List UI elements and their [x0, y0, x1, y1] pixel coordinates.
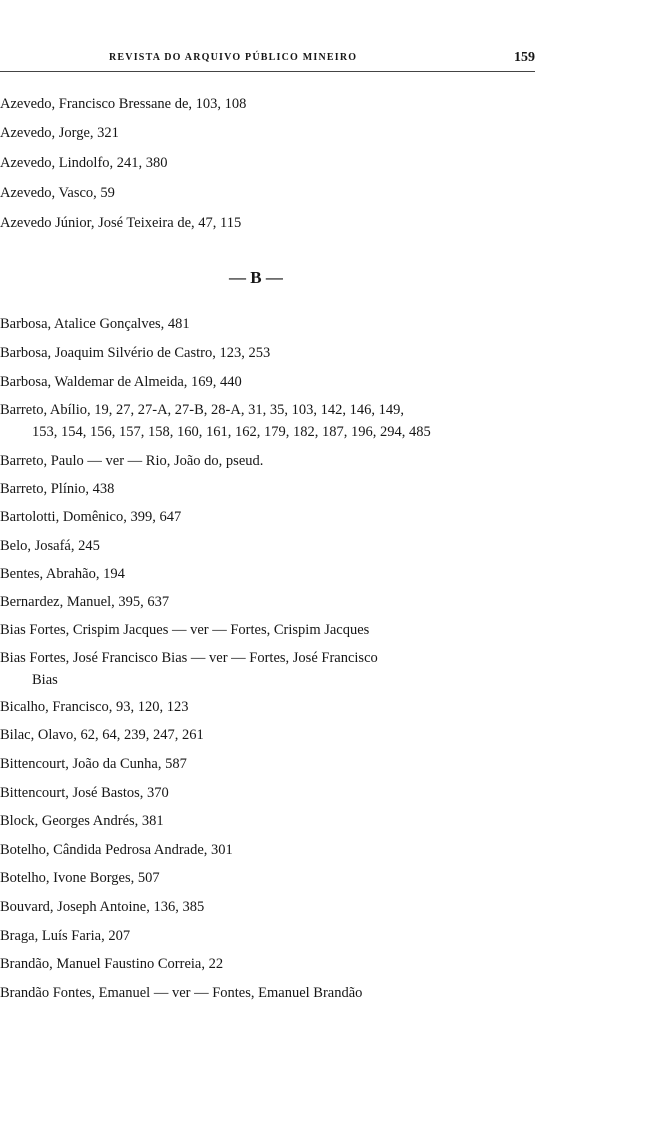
entry-text: Azevedo, Jorge, 321	[0, 125, 119, 141]
entry-text: Barreto, Abílio, 19, 27, 27-A, 27-B, 28-A, 31, 35, 103, 142, 146, 149,	[0, 402, 404, 418]
index-entry	[0, 839, 620, 861]
entry-text: Bias Fortes, Crispim Jacques — ver — Fortes, Crispim Jacques	[0, 622, 370, 638]
index-entry	[0, 810, 620, 832]
section-letter: — B —	[229, 268, 283, 287]
entry-text: Barreto, Paulo — ver — Rio, João do, pseud.	[0, 453, 264, 469]
index-entry	[0, 313, 620, 335]
index-entry	[0, 753, 620, 775]
entry-text: Botelho, Ivone Borges, 507	[0, 870, 160, 886]
entry-text: Bouvard, Joseph Antoine, 136, 385	[0, 899, 205, 915]
index-entry	[0, 925, 620, 947]
entry-text: Brandão, Manuel Faustino Correia, 22	[0, 956, 224, 972]
header-rule	[0, 71, 535, 72]
entry-text: Barbosa, Waldemar de Almeida, 169, 440	[0, 374, 242, 390]
index-entry	[0, 896, 620, 918]
index-entry	[0, 478, 620, 500]
entry-text: Azevedo, Lindolfo, 241, 380	[0, 155, 168, 171]
entry-text: Bilac, Olavo, 62, 64, 239, 247, 261	[0, 727, 204, 743]
index-entry	[0, 563, 620, 585]
page-number: 159	[514, 50, 535, 65]
entry-text: Braga, Luís Faria, 207	[0, 928, 131, 944]
entry-text: Bicalho, Francisco, 93, 120, 123	[0, 699, 189, 715]
entry-continuation: 153, 154, 156, 157, 158, 160, 161, 162, 179, 182, 187, 196, 294, 485	[32, 424, 431, 440]
index-entry	[0, 93, 620, 115]
index-entry	[0, 982, 620, 1004]
index-entry	[0, 152, 620, 174]
entry-text: Bartolotti, Domênico, 399, 647	[0, 509, 182, 525]
entry-text: Barbosa, Atalice Gonçalves, 481	[0, 316, 190, 332]
index-entry	[0, 696, 620, 718]
index-entry	[0, 535, 620, 557]
index-entry	[0, 591, 620, 613]
running-head	[0, 52, 535, 72]
entry-text: Barbosa, Joaquim Silvério de Castro, 123, 253	[0, 345, 271, 361]
index-entry	[0, 724, 620, 746]
index-entry	[0, 182, 620, 204]
entry-text: Bentes, Abrahão, 194	[0, 566, 125, 582]
entry-text: Bittencourt, José Bastos, 370	[0, 785, 169, 801]
entry-text: Botelho, Cândida Pedrosa Andrade, 301	[0, 842, 233, 858]
entry-text: Azevedo, Vasco, 59	[0, 185, 115, 201]
entry-text: Bias Fortes, José Francisco Bias — ver — Fortes, José Francisco	[0, 650, 378, 666]
index-entry	[0, 953, 620, 975]
entry-text: Brandão Fontes, Emanuel — ver — Fontes, Emanuel Brandão	[0, 985, 363, 1001]
entry-text: Block, Georges Andrés, 381	[0, 813, 164, 829]
entry-text: Belo, Josafá, 245	[0, 538, 100, 554]
index-entry	[0, 619, 620, 641]
index-entry	[0, 371, 620, 393]
entry-text: Azevedo, Francisco Bressane de, 103, 108	[0, 96, 247, 112]
index-entry	[0, 506, 620, 528]
index-entry	[0, 782, 620, 804]
index-entry	[0, 647, 620, 691]
entry-continuation: Bias	[32, 672, 58, 688]
index-entry	[0, 122, 620, 144]
entry-text: Barreto, Plínio, 438	[0, 481, 115, 497]
index-entry	[0, 212, 620, 234]
entry-text: Azevedo Júnior, José Teixeira de, 47, 115	[0, 215, 242, 231]
index-entry	[0, 399, 620, 443]
index-entry	[0, 867, 620, 889]
index-entry	[0, 450, 620, 472]
entry-text: Bittencourt, João da Cunha, 587	[0, 756, 187, 772]
index-entry	[0, 342, 620, 364]
entry-text: Bernardez, Manuel, 395, 637	[0, 594, 170, 610]
journal-title: REVISTA DO ARQUIVO PÚBLICO MINEIRO	[109, 52, 358, 63]
